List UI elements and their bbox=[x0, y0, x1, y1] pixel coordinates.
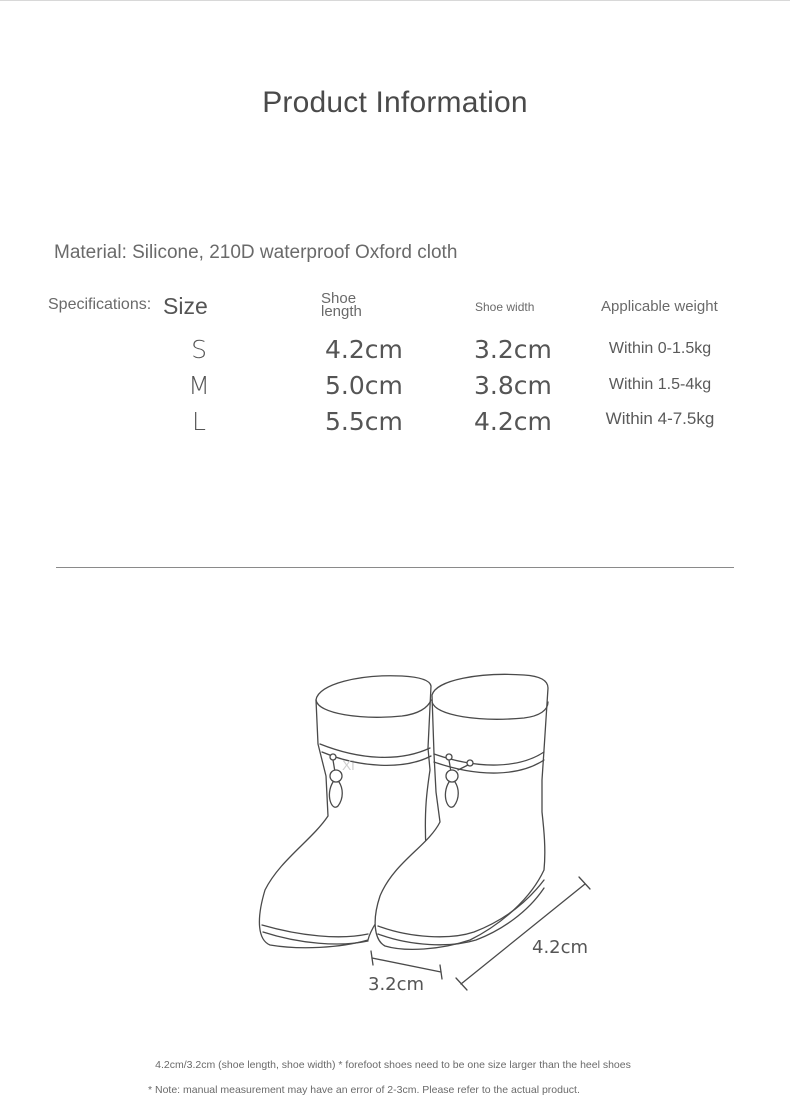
boots-illustration bbox=[240, 660, 620, 1010]
page-title: Product Information bbox=[262, 86, 528, 119]
length-cell: 4.2cm bbox=[325, 335, 403, 364]
length-cell: 5.5cm bbox=[325, 407, 403, 436]
width-cell: 3.2cm bbox=[474, 335, 552, 364]
weight-cell: Within 1.5-4kg bbox=[608, 376, 712, 393]
size-cell: L bbox=[192, 407, 206, 436]
size-cell: S bbox=[191, 335, 207, 364]
spec-row bbox=[0, 335, 790, 371]
length-dimension-label: 4.2cm bbox=[532, 937, 589, 958]
width-dimension-label: 3.2cm bbox=[368, 974, 425, 995]
shoe-width-header: Shoe width bbox=[475, 300, 535, 314]
top-rule bbox=[0, 0, 790, 1]
spec-row bbox=[0, 407, 790, 443]
measurement-note: * Note: manual measurement may have an error of 2-3cm. Please refer to the actual product. bbox=[148, 1084, 580, 1096]
weight-cell: Within 0-1.5kg bbox=[608, 340, 712, 357]
size-header: Size bbox=[163, 293, 208, 319]
width-cell: 3.8cm bbox=[474, 371, 552, 400]
watermark-text: Xi bbox=[342, 757, 355, 773]
shoe-length-header: Shoe length bbox=[321, 290, 362, 320]
weight-cell: Within 4-7.5kg bbox=[605, 409, 715, 428]
material-text: Material: Silicone, 210D waterproof Oxford cloth bbox=[54, 242, 458, 263]
spec-row bbox=[0, 371, 790, 407]
applicable-weight-header: Applicable weight bbox=[601, 298, 718, 315]
specifications-label: Specifications: bbox=[48, 296, 152, 313]
section-divider bbox=[56, 567, 734, 568]
size-note: 4.2cm/3.2cm (shoe length, shoe width) * forefoot shoes need to be one size larger than the heel shoes bbox=[155, 1059, 631, 1071]
length-cell: 5.0cm bbox=[325, 371, 403, 400]
size-cell: M bbox=[188, 371, 210, 400]
width-cell: 4.2cm bbox=[474, 407, 552, 436]
